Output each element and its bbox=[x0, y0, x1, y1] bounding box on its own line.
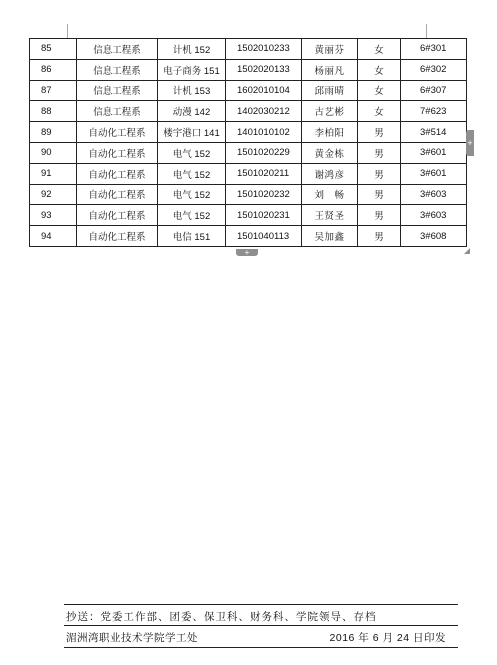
dorm-room-cell: 6#307 bbox=[401, 80, 467, 101]
student-id-cell: 1501020211 bbox=[226, 163, 302, 184]
gender-cell: 男 bbox=[358, 205, 401, 226]
row-number-cell: 93 bbox=[30, 205, 77, 226]
table-row bbox=[30, 163, 467, 184]
gender-cell: 男 bbox=[358, 226, 401, 247]
table-row bbox=[30, 205, 467, 226]
gender-cell: 男 bbox=[358, 163, 401, 184]
crop-mark-top-left bbox=[67, 24, 68, 38]
student-id-cell: 1402030212 bbox=[226, 101, 302, 122]
table-resize-handle[interactable] bbox=[464, 248, 470, 254]
dorm-room-cell: 3#601 bbox=[401, 142, 467, 163]
table-row bbox=[30, 80, 467, 101]
department-cell: 自动化工程系 bbox=[77, 163, 158, 184]
row-number-cell: 85 bbox=[30, 39, 77, 60]
dorm-room-cell: 3#608 bbox=[401, 226, 467, 247]
gender-cell: 男 bbox=[358, 122, 401, 143]
dorm-room-cell: 7#623 bbox=[401, 101, 467, 122]
student-id-cell: 1602010104 bbox=[226, 80, 302, 101]
student-table bbox=[29, 38, 467, 247]
class-cell: 楼宇港口 141 bbox=[158, 122, 226, 143]
department-cell: 自动化工程系 bbox=[77, 142, 158, 163]
dorm-room-cell: 6#302 bbox=[401, 59, 467, 80]
plus-icon: + bbox=[244, 248, 250, 257]
student-name-cell: 邱雨晴 bbox=[302, 80, 358, 101]
gender-cell: 女 bbox=[358, 80, 401, 101]
student-name-cell: 杨丽凡 bbox=[302, 59, 358, 80]
row-number-cell: 86 bbox=[30, 59, 77, 80]
footer-rule-top bbox=[64, 604, 458, 605]
student-name-cell: 古艺彬 bbox=[302, 101, 358, 122]
row-number-cell: 92 bbox=[30, 184, 77, 205]
dorm-room-cell: 3#603 bbox=[401, 205, 467, 226]
row-number-cell: 88 bbox=[30, 101, 77, 122]
student-table-body bbox=[30, 39, 467, 247]
student-name-cell: 黄金栋 bbox=[302, 142, 358, 163]
row-number-cell: 87 bbox=[30, 80, 77, 101]
table-row bbox=[30, 122, 467, 143]
student-id-cell: 1502020133 bbox=[226, 59, 302, 80]
gender-cell: 女 bbox=[358, 101, 401, 122]
table-row bbox=[30, 39, 467, 60]
table-row bbox=[30, 59, 467, 80]
student-name-cell: 李柏阳 bbox=[302, 122, 358, 143]
gender-cell: 女 bbox=[358, 39, 401, 60]
document-footer bbox=[64, 604, 458, 648]
dorm-room-cell: 3#603 bbox=[401, 184, 467, 205]
dorm-room-cell: 3#601 bbox=[401, 163, 467, 184]
table-add-column-handle[interactable] bbox=[466, 130, 474, 156]
department-cell: 自动化工程系 bbox=[77, 122, 158, 143]
row-number-cell: 90 bbox=[30, 142, 77, 163]
table-row bbox=[30, 184, 467, 205]
class-cell: 电气 152 bbox=[158, 184, 226, 205]
department-cell: 信息工程系 bbox=[77, 101, 158, 122]
department-cell: 信息工程系 bbox=[77, 39, 158, 60]
student-id-cell: 1501040113 bbox=[226, 226, 302, 247]
gender-cell: 男 bbox=[358, 142, 401, 163]
issuer-name: 湄洲湾职业技术学院学工处 bbox=[66, 632, 198, 644]
student-name-cell: 谢鸿彦 bbox=[302, 163, 358, 184]
class-cell: 电气 152 bbox=[158, 163, 226, 184]
class-cell: 电信 151 bbox=[158, 226, 226, 247]
row-number-cell: 89 bbox=[30, 122, 77, 143]
dorm-room-cell: 6#301 bbox=[401, 39, 467, 60]
class-cell: 电气 152 bbox=[158, 205, 226, 226]
student-name-cell: 刘 畅 bbox=[302, 184, 358, 205]
department-cell: 自动化工程系 bbox=[77, 205, 158, 226]
student-id-cell: 1501020232 bbox=[226, 184, 302, 205]
class-cell: 电气 152 bbox=[158, 142, 226, 163]
class-cell: 电子商务 151 bbox=[158, 59, 226, 80]
row-number-cell: 94 bbox=[30, 226, 77, 247]
department-cell: 信息工程系 bbox=[77, 80, 158, 101]
student-id-cell: 1502010233 bbox=[226, 39, 302, 60]
crop-mark-top-right bbox=[426, 24, 427, 38]
row-number-cell: 91 bbox=[30, 163, 77, 184]
class-cell: 计机 153 bbox=[158, 80, 226, 101]
table-row bbox=[30, 226, 467, 247]
dorm-room-cell: 3#514 bbox=[401, 122, 467, 143]
cc-line: 抄送：党委工作部、团委、保卫科、财务科、学院领导、存档 bbox=[66, 611, 377, 623]
student-name-cell: 黄丽芬 bbox=[302, 39, 358, 60]
student-id-cell: 1501020229 bbox=[226, 142, 302, 163]
plus-icon: + bbox=[467, 138, 473, 148]
student-id-cell: 1401010102 bbox=[226, 122, 302, 143]
class-cell: 动漫 142 bbox=[158, 101, 226, 122]
table-row bbox=[30, 101, 467, 122]
table-add-row-handle[interactable] bbox=[236, 249, 258, 256]
student-id-cell: 1501020231 bbox=[226, 205, 302, 226]
gender-cell: 男 bbox=[358, 184, 401, 205]
department-cell: 自动化工程系 bbox=[77, 226, 158, 247]
department-cell: 信息工程系 bbox=[77, 59, 158, 80]
footer-rule-middle bbox=[64, 625, 458, 626]
class-cell: 计机 152 bbox=[158, 39, 226, 60]
department-cell: 自动化工程系 bbox=[77, 184, 158, 205]
print-date: 2016 年 6 月 24 日印发 bbox=[329, 632, 446, 644]
footer-rule-bottom bbox=[64, 647, 458, 648]
gender-cell: 女 bbox=[358, 59, 401, 80]
student-name-cell: 王贤圣 bbox=[302, 205, 358, 226]
student-name-cell: 吴加鑫 bbox=[302, 226, 358, 247]
table-row bbox=[30, 142, 467, 163]
